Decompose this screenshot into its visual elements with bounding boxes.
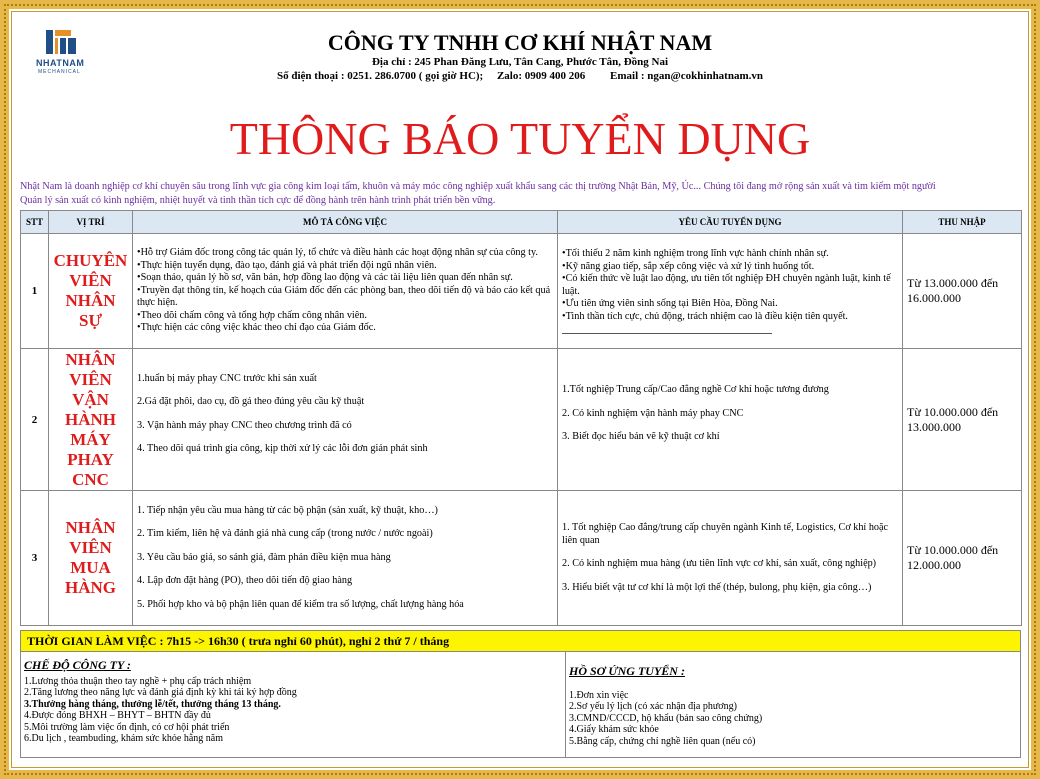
description-item: •Theo dõi chấm công và tổng hợp chấm công nhân viên.	[137, 309, 367, 321]
description-item: 3. Vận hành máy phay CNC theo chương trình đã có	[137, 419, 352, 431]
footer-section	[20, 652, 1021, 758]
requirement-item: •Ưu tiên ứng viên sinh sống tại Biên Hòa, Đồng Nai.	[562, 298, 778, 309]
company-contact	[0, 70, 1040, 82]
description-item: 3. Yêu cầu báo giá, so sánh giá, đàm phán điều kiện mua hàng	[137, 551, 391, 563]
row-income: Từ 10.000.000 đến 13.000.000	[903, 349, 1022, 491]
requirement-item: 2. Có kinh nghiệm vận hành máy phay CNC	[562, 407, 744, 419]
page-title: THÔNG BÁO TUYỂN DỤNG	[229, 113, 811, 164]
jobs-table	[20, 210, 1022, 626]
row-income: Từ 13.000.000 đến 16.000.000	[903, 234, 1022, 349]
document-item: 4.Giấy khám sức khỏe	[569, 724, 659, 735]
intro-line: Nhật Nam là doanh nghiệp cơ khí chuyên sâu trong lĩnh vực gia công kim loại tấm, khuôn và máy móc công nghiệp xuất khẩu sang các thị trường Nhật Bản, Mỹ, Úc... Chúng tôi đang mở rộng sản xuất và tìm kiếm một người	[20, 181, 936, 192]
intro-line: Quản lý sản xuất có kinh nghiệm, nhiệt huyết và tinh thần tích cực để đồng hành trên hành trình phát triển bền vững.	[20, 195, 496, 206]
logo-name: NHATNAM	[36, 58, 85, 68]
company-email: Email : ngan@cokhinhatnam.vn	[610, 70, 763, 82]
divider	[562, 323, 772, 334]
row-income: Từ 10.000.000 đến 12.000.000	[903, 491, 1022, 626]
row-stt: 2	[21, 349, 49, 491]
documents-title: HỒ SƠ ỨNG TUYỂN :	[569, 664, 685, 678]
requirement-item: •Kỹ năng giao tiếp, sắp xếp công việc và xử lý tình huống tốt.	[562, 260, 815, 272]
row-position: NHÂN VIÊN VẬN HÀNH MÁY PHAY CNC	[49, 349, 133, 491]
description-item: •Hỗ trợ Giám đốc trong công tác quản lý, tổ chức và điều hành các hoạt động nhân sự của công ty.	[137, 247, 538, 259]
description-item: •Thực hiện các công việc khác theo chỉ đạo của Giám đốc.	[137, 322, 376, 334]
documents-panel	[566, 652, 1022, 757]
company-phone: Số điện thoại : 0251. 286.0700 ( gọi giờ HC);	[276, 70, 484, 82]
description-item: •Soạn thảo, quản lý hồ sơ, văn bản, hợp đồng lao động và các tài liệu liên quan đến nhân sự.	[137, 272, 513, 284]
benefit-item: 5.Môi trường làm việc ổn định, có cơ hội phát triển	[24, 721, 230, 733]
row-description	[133, 234, 558, 349]
requirement-item: •Tinh thần tích cực, chủ động, trách nhiệm cao là điều kiện tiên quyết.	[562, 310, 848, 322]
working-hours-banner: THỜI GIAN LÀM VIỆC : 7h15 -> 16h30 ( trưa nghỉ 60 phút), nghỉ 2 thứ 7 / tháng	[20, 630, 1021, 652]
description-item: 5. Phối hợp kho và bộ phận liên quan để kiểm tra số lượng, chất lượng hàng hóa	[137, 598, 464, 610]
description-item: 1. Tiếp nhận yêu cầu mua hàng từ các bộ phận (sản xuất, kỹ thuật, kho…)	[137, 504, 438, 516]
column-header-stt: STT	[21, 211, 49, 234]
requirement-item: •Tối thiểu 2 năm kinh nghiệm trong lĩnh vực hành chính nhân sự.	[562, 248, 829, 259]
row-requirements	[558, 234, 903, 349]
company-name: CÔNG TY TNHH CƠ KHÍ NHẬT NAM	[327, 30, 713, 55]
requirement-item: 1. Tốt nghiệp Cao đẳng/trung cấp chuyên ngành Kinh tế, Logistics, Cơ khí hoặc liên quan	[562, 522, 889, 546]
benefits-title: CHẾ ĐỘ CÔNG TY :	[24, 658, 131, 672]
description-item: 2. Tìm kiếm, liên hệ và đánh giá nhà cung cấp (trong nước / nước ngoài)	[137, 528, 433, 540]
description-item: 4. Theo dõi quá trình gia công, kịp thời xử lý các lỗi đơn giản phát sinh	[137, 443, 428, 454]
table-row	[21, 491, 1022, 626]
document-item: 5.Bằng cấp, chứng chỉ nghề liên quan (nếu có)	[569, 735, 756, 747]
description-item: 4. Lập đơn đặt hàng (PO), theo dõi tiến độ giao hàng	[137, 575, 353, 587]
column-header-position: VỊ TRÍ	[49, 211, 133, 234]
benefit-item: 3.Thưởng hàng tháng, thưởng lễ/tết, thưởng tháng 13 tháng.	[24, 698, 281, 710]
company-intro	[20, 180, 1025, 208]
benefit-item: 2.Tăng lương theo năng lực và đánh giá định kỳ khi tái ký hợp đồng	[24, 687, 297, 698]
column-header-description: MÔ TẢ CÔNG VIỆC	[133, 211, 558, 234]
row-position: NHÂN VIÊN MUA HÀNG	[49, 491, 133, 626]
requirement-item: 2. Có kinh nghiệm mua hàng (ưu tiên lĩnh vực cơ khí, sản xuất, công nghiệp)	[562, 558, 877, 569]
table-row	[21, 349, 1022, 491]
column-header-income: THU NHẬP	[903, 211, 1022, 234]
benefit-item: 4.Được đóng BHXH – BHYT – BHTN đầy đủ	[24, 710, 211, 721]
requirement-item: 1.Tốt nghiệp Trung cấp/Cao đẳng nghề Cơ khí hoặc tương đương	[562, 384, 829, 396]
description-item: 2.Gá đặt phôi, dao cụ, đồ gá theo đúng yêu cầu kỹ thuật	[137, 396, 365, 407]
company-zalo: Zalo: 0909 400 206	[496, 70, 586, 82]
description-item: 1.huẩn bị máy phay CNC trước khi sản xuất	[137, 372, 317, 384]
row-stt: 3	[21, 491, 49, 626]
benefits-panel	[21, 652, 566, 757]
description-item: •Thực hiện tuyển dụng, đào tạo, đánh giá và phát triển đội ngũ nhân viên.	[137, 259, 437, 271]
row-requirements	[558, 349, 903, 491]
row-description	[133, 349, 558, 491]
requirement-item: •Có kiến thức về luật lao động, ưu tiên tốt nghiệp ĐH chuyên ngành luật, kinh tế luật.	[562, 273, 891, 297]
document-item: 1.Đơn xin việc	[569, 689, 629, 701]
requirement-item: 3. Biết đọc hiểu bản vẽ kỹ thuật cơ khí	[562, 431, 720, 443]
benefit-item: 1.Lương thỏa thuận theo tay nghề + phụ cấp trách nhiệm	[24, 675, 252, 687]
row-requirements	[558, 491, 903, 626]
description-item: •Truyền đạt thông tin, kế hoạch của Giám đốc đến các phòng ban, theo dõi tiến độ và báo cáo kết quả thực hiện.	[137, 284, 551, 309]
table-row	[21, 234, 1022, 349]
logo-subtitle: MECHANICAL	[38, 69, 81, 75]
column-header-requirements: YÊU CẦU TUYỂN DỤNG	[558, 211, 903, 234]
document-item: 3.CMND/CCCD, hộ khẩu (bản sao công chứng)	[569, 712, 763, 724]
row-stt: 1	[21, 234, 49, 349]
company-address: Địa chỉ : 245 Phan Đăng Lưu, Tân Cang, Phước Tân, Đồng Nai	[371, 56, 669, 68]
requirement-item: 3. Hiểu biết vật tư cơ khí là một lợi thế (thép, bulong, phụ kiện, gia công…)	[562, 581, 872, 593]
document-item: 2.Sơ yếu lý lịch (có xác nhận địa phương)	[569, 701, 737, 712]
row-position: CHUYÊN VIÊN NHÂN SỰ	[49, 234, 133, 349]
table-header-row	[21, 211, 1022, 234]
benefit-item: 6.Du lịch , teambuding, khám sức khỏe hằng năm	[24, 733, 223, 744]
row-description	[133, 491, 558, 626]
